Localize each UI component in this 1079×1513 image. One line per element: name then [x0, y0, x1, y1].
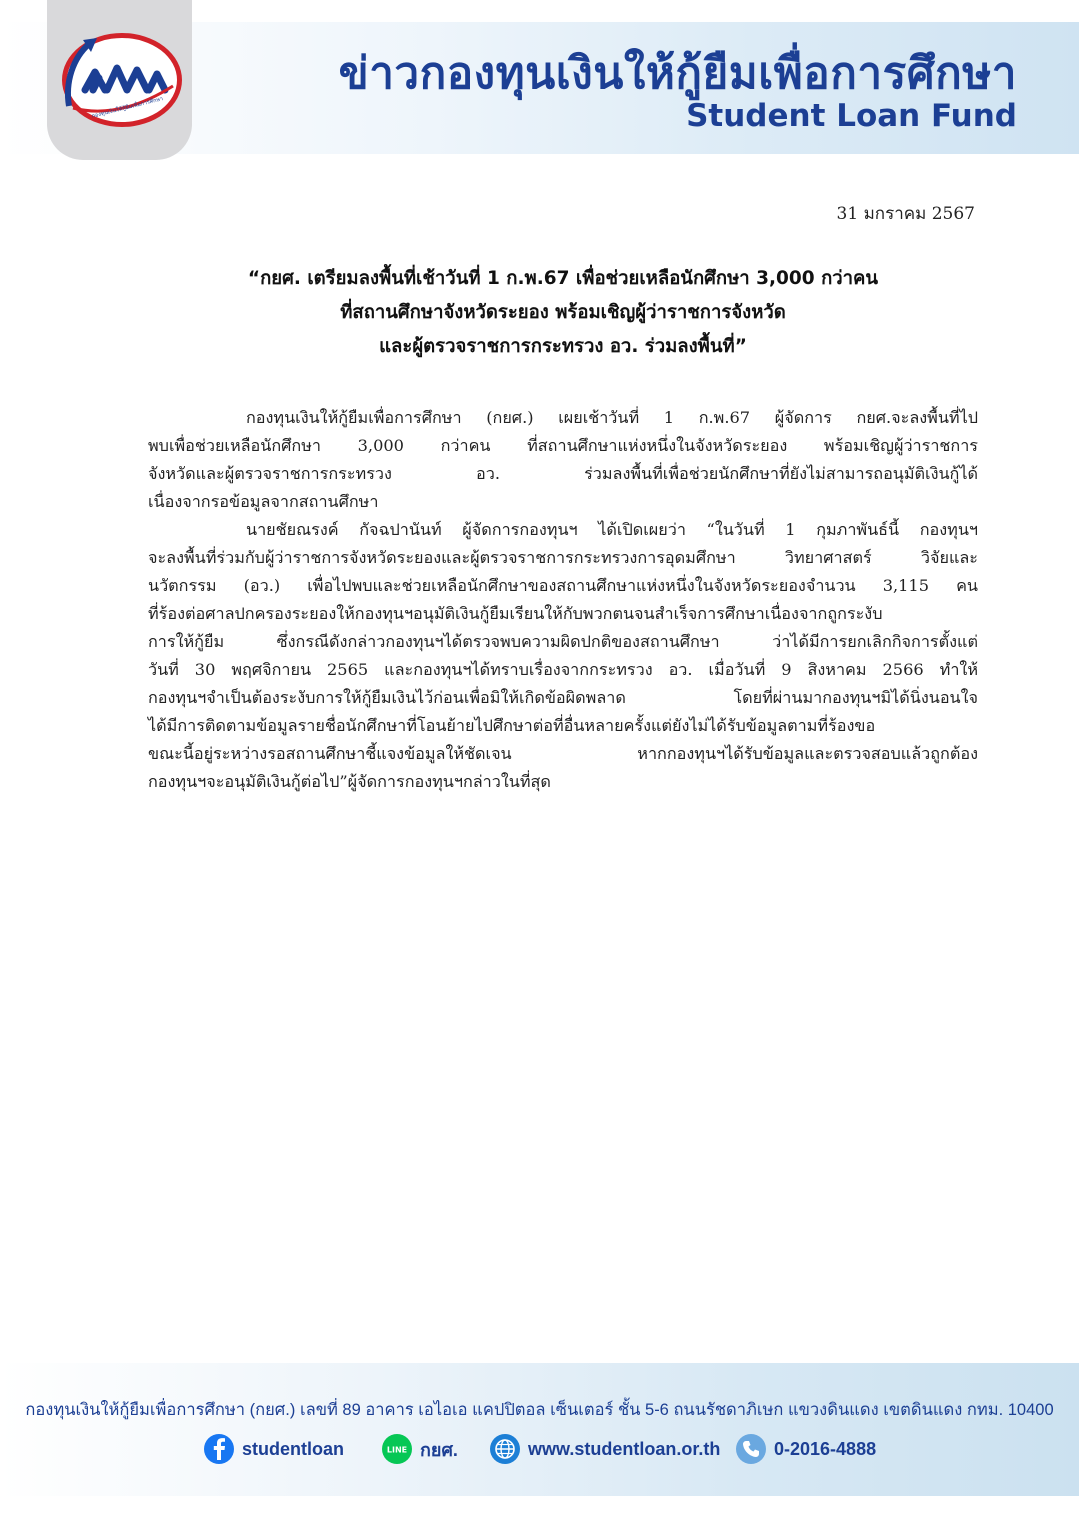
- footer-contacts: [0, 1431, 1079, 1471]
- logo-tile: [47, 0, 192, 160]
- header-title-english: Student Loan Fund: [686, 98, 1017, 134]
- paragraph-line: กองทุนฯจะอนุมัติเงินกู้ต่อไป”ผู้จัดการกองทุนฯกล่าวในที่สุด: [148, 772, 551, 791]
- paragraph-line: นายชัยณรงค์ กัจฉปานันท์ ผู้จัดการกองทุนฯ ได้เปิดเผยว่า “ในวันที่ 1 กุมภาพันธ์นี้ กองทุนฯ: [246, 520, 978, 539]
- sla-logo-icon: [55, 20, 185, 140]
- paragraph-line: เนื่องจากรอข้อมูลจากสถานศึกษา: [148, 492, 379, 511]
- line-handle: กยศ.: [420, 1439, 458, 1460]
- paragraph-line: ที่ร้องต่อศาลปกครองระยองให้กองทุนฯอนุมัติเงินกู้ยืมเรียนให้กับพวกตนจนสำเร็จการศึกษาเนื่องจากถูกระงับ: [148, 604, 883, 623]
- footer-address: กองทุนเงินให้กู้ยืมเพื่อการศึกษา (กยศ.) เลขที่ 89 อาคาร เอไอเอ แคปปิตอล เซ็นเตอร์ ชั้น 5-6 ถนนรัชดาภิเษก แขวงดินแดง เขตดินแดง กทม. 10400: [25, 1401, 1054, 1419]
- document-headline: [150, 262, 976, 364]
- header-title-thai: ข่าวกองทุนเงินให้กู้ยืมเพื่อการศึกษา: [338, 48, 1017, 99]
- website-url: www.studentloan.or.th: [528, 1438, 721, 1459]
- paragraph-line: นวัตกรรม (อว.) เพื่อไปพบและช่วยเหลือนักศึกษาของสถานศึกษาแห่งหนึ่งในจังหวัดระยองจำนวน 3,115 คน: [148, 576, 978, 595]
- logo-caption: กองทุนเงินให้กู้ยืมเพื่อการศึกษา: [91, 96, 164, 120]
- headline-line: และผู้ตรวจราชการกระทรวง อว. ร่วมลงพื้นที่”: [379, 336, 747, 357]
- phone-icon: [736, 1434, 766, 1464]
- phone-number: 0-2016-4888: [774, 1438, 877, 1459]
- facebook-contact[interactable]: [204, 1431, 344, 1467]
- facebook-handle: studentloan: [242, 1438, 344, 1459]
- document-body: [148, 404, 978, 796]
- line-contact[interactable]: [382, 1431, 458, 1467]
- headline-line: ที่สถานศึกษาจังหวัดระยอง พร้อมเชิญผู้ว่าราชการจังหวัด: [340, 302, 786, 323]
- paragraph-line: ขณะนี้อยู่ระหว่างรอสถานศึกษาชี้แจงข้อมูลให้ชัดเจน หากกองทุนฯได้รับข้อมูลและตรวจสอบแล้วถูกต้อง: [148, 744, 978, 763]
- line-icon-label: LINE: [386, 1445, 408, 1455]
- headline-line: “กยศ. เตรียมลงพื้นที่เช้าวันที่ 1 ก.พ.67 เพื่อช่วยเหลือนักศึกษา 3,000 กว่าคน: [247, 268, 879, 289]
- phone-contact[interactable]: [736, 1431, 876, 1467]
- paragraph-line: กองทุนฯจำเป็นต้องระงับการให้กู้ยืมเงินไว้ก่อนเพื่อมิให้เกิดข้อผิดพลาด โดยที่ผ่านมากองทุนฯมิได้นิ่งนอนใจ: [148, 688, 978, 707]
- paragraph-line: ได้มีการติดตามข้อมูลรายชื่อนักศึกษาที่โอนย้ายไปศึกษาต่อที่อื่นหลายครั้งแต่ยังไม่ได้รับข้อมูลตามที่ร้องขอ: [148, 716, 876, 735]
- paragraph-line: จะลงพื้นที่ร่วมกับผู้ว่าราชการจังหวัดระยองและผู้ตรวจราชการกระทรวงการอุดมศึกษา วิทยาศาสตร์ วิจัยและ: [148, 548, 978, 567]
- paragraph-line: พบเพื่อช่วยเหลือนักศึกษา 3,000 กว่าคน ที่สถานศึกษาแห่งหนึ่งในจังหวัดระยอง พร้อมเชิญผู้ว่าราชการ: [148, 436, 978, 455]
- line-icon: [382, 1434, 412, 1464]
- paragraph-line: จังหวัดและผู้ตรวจราชการกระทรวง อว. ร่วมลงพื้นที่เพื่อช่วยนักศึกษาที่ยังไม่สามารถอนุมัติเงินกู้ได้: [148, 464, 978, 483]
- paragraph-line: การให้กู้ยืม ซึ่งกรณีดังกล่าวกองทุนฯได้ตรวจพบความผิดปกติของสถานศึกษา ว่าได้มีการยกเลิกกิจการตั้งแต่: [148, 632, 978, 651]
- footer-banner: [0, 1363, 1079, 1496]
- globe-icon: [490, 1434, 520, 1464]
- facebook-icon: [204, 1434, 234, 1464]
- document-date: 31 มกราคม 2567: [836, 204, 975, 224]
- paragraph-line: กองทุนเงินให้กู้ยืมเพื่อการศึกษา (กยศ.) เผยเช้าวันที่ 1 ก.พ.67 ผู้จัดการ กยศ.จะลงพื้นที่ไป: [246, 408, 978, 427]
- paragraph-line: วันที่ 30 พฤศจิกายน 2565 และกองทุนฯได้ทราบเรื่องจากกระทรวง อว. เมื่อวันที่ 9 สิงหาคม 2566 ทำให้: [148, 660, 978, 679]
- website-contact[interactable]: [490, 1431, 720, 1467]
